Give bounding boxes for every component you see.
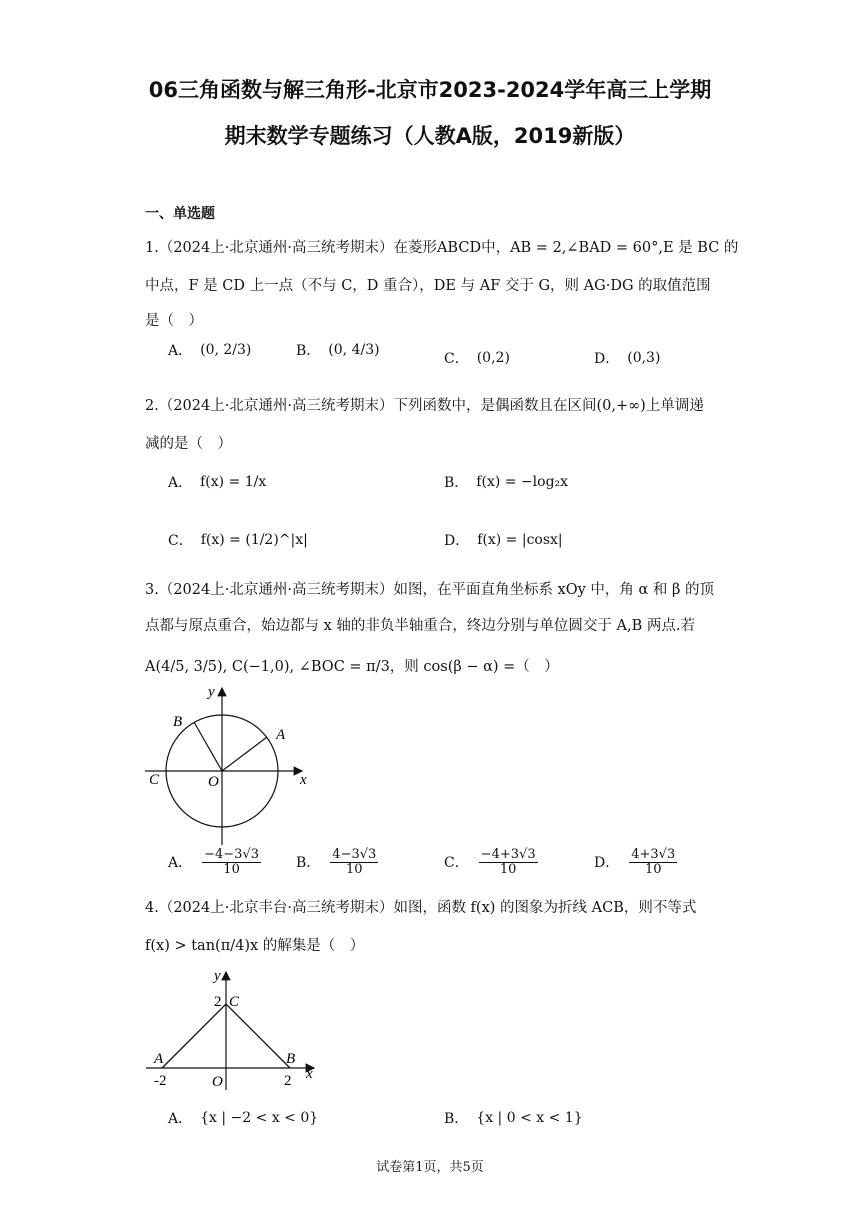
option-value: {x | 0 < x < 1}	[476, 1110, 583, 1126]
tick-label-neg-2: -2	[154, 1073, 167, 1089]
fraction-numerator: 4−3√3	[332, 847, 377, 862]
q2-option-c	[168, 530, 308, 550]
q1-option-d	[594, 348, 660, 368]
q3-line-3: A(4/5, 3/5), C(−1,0), ∠BOC = π/3，则 cos(β − α) =（ ）	[145, 659, 559, 675]
q4-function-graph-figure	[140, 962, 330, 1092]
q2-option-d	[444, 530, 563, 550]
tick-label-x-2: 2	[284, 1073, 292, 1089]
option-fraction	[330, 848, 378, 876]
section-heading: 一、单选题	[145, 206, 215, 222]
q4-line-2: f(x) > tan(π/4)x 的解集是（ ）	[145, 938, 365, 954]
fraction-denominator: 10	[223, 861, 240, 877]
q3-option-b	[296, 848, 380, 876]
q3-option-d	[594, 848, 679, 876]
q3-unit-circle-figure	[140, 680, 320, 850]
q1-option-b	[296, 340, 380, 360]
option-label: C．	[444, 351, 469, 367]
q4-option-b	[444, 1108, 583, 1128]
option-label: D．	[594, 855, 620, 872]
q2-line-1: 2.（2024上·北京通州·高三统考期末）下列函数中，是偶函数且在区间(0,+∞)上单调递	[145, 398, 704, 414]
option-label: A．	[168, 475, 193, 491]
fraction-numerator: −4−3√3	[204, 847, 260, 862]
option-fraction	[629, 848, 677, 876]
option-value: (0, 2/3)	[200, 342, 252, 358]
axis-label-x: x	[306, 1066, 313, 1082]
option-value: f(x) = (1/2)^|x|	[200, 532, 308, 548]
q4-line-1: 4.（2024上·北京丰台·高三统考期末）如图，函数 f(x) 的图象为折线 ACB，则不等式	[145, 900, 697, 916]
point-label-o: O	[208, 774, 219, 790]
q1-option-c	[444, 348, 510, 368]
q3-line-1: 3.（2024上·北京通州·高三统考期末）如图，在平面直角坐标系 xOy 中，角 α 和 β 的顶	[145, 582, 715, 598]
axis-label-y: y	[214, 968, 221, 984]
q1-option-a	[168, 340, 251, 360]
fraction-numerator: −4+3√3	[480, 847, 536, 862]
document-title-line-1: 06三角函数与解三角形-北京市2023-2024学年高三上学期	[148, 78, 712, 102]
q3-option-a	[168, 848, 263, 876]
option-value: (0,2)	[476, 350, 510, 366]
q2-option-a	[168, 472, 266, 492]
option-label: A．	[168, 855, 193, 872]
option-fraction	[479, 848, 538, 876]
option-label: A．	[168, 343, 193, 359]
point-label-o: O	[212, 1074, 223, 1090]
q4-option-a	[168, 1108, 318, 1128]
q1-line-3: 是（ ）	[145, 313, 203, 329]
option-label: B．	[444, 475, 469, 491]
option-value: f(x) = 1/x	[200, 474, 267, 490]
option-label: B．	[296, 343, 321, 359]
q2-line-2: 减的是（ ）	[145, 436, 232, 452]
option-fraction	[202, 848, 261, 876]
q2-option-b	[444, 472, 568, 492]
option-value: f(x) = |cosx|	[477, 532, 563, 548]
option-value: (0,3)	[627, 350, 661, 366]
fraction-numerator: 4+3√3	[631, 847, 676, 862]
point-label-b: B	[173, 714, 183, 730]
axis-label-x: x	[300, 772, 307, 788]
q3-option-c	[444, 848, 540, 876]
option-value: (0, 4/3)	[328, 342, 380, 358]
option-label: C．	[444, 855, 469, 872]
point-label-a: A	[154, 1051, 164, 1067]
axis-label-y: y	[208, 684, 215, 700]
ray-ob	[194, 722, 222, 771]
option-value: {x | −2 < x < 0}	[200, 1110, 319, 1126]
option-label: D．	[444, 533, 470, 549]
document-title-line-2: 期末数学专题练习（人教A版，2019新版）	[224, 124, 636, 148]
option-label: A．	[168, 1111, 193, 1127]
fraction-denominator: 10	[644, 861, 662, 877]
q1-line-2: 中点，F 是 CD 上一点（不与 C，D 重合），DE 与 AF 交于 G，则 AG·DG 的取值范围	[145, 278, 711, 294]
q3-line-2: 点都与原点重合，始边都与 x 轴的非负半轴重合，终边分别与单位圆交于 A,B 两点.若	[145, 618, 695, 634]
q1-line-1: 1.（2024上·北京通州·高三统考期末）在菱形ABCD中，AB = 2,∠BAD = 60°,E 是 BC 的	[145, 240, 739, 256]
tick-label-y-2: 2	[214, 994, 222, 1010]
point-label-c: C	[149, 772, 160, 788]
fraction-denominator: 10	[346, 861, 363, 877]
page-footer: 试卷第1页，共5页	[376, 1160, 484, 1175]
option-value: f(x) = −log₂x	[476, 474, 569, 490]
option-label: B．	[444, 1111, 469, 1127]
point-label-b: B	[286, 1051, 296, 1067]
option-label: C．	[168, 533, 193, 549]
point-label-c: C	[229, 994, 240, 1010]
point-label-a: A	[276, 727, 286, 743]
fraction-denominator: 10	[499, 861, 517, 877]
ray-oa	[222, 737, 267, 771]
option-label: D．	[594, 351, 620, 367]
option-label: B．	[296, 855, 321, 872]
